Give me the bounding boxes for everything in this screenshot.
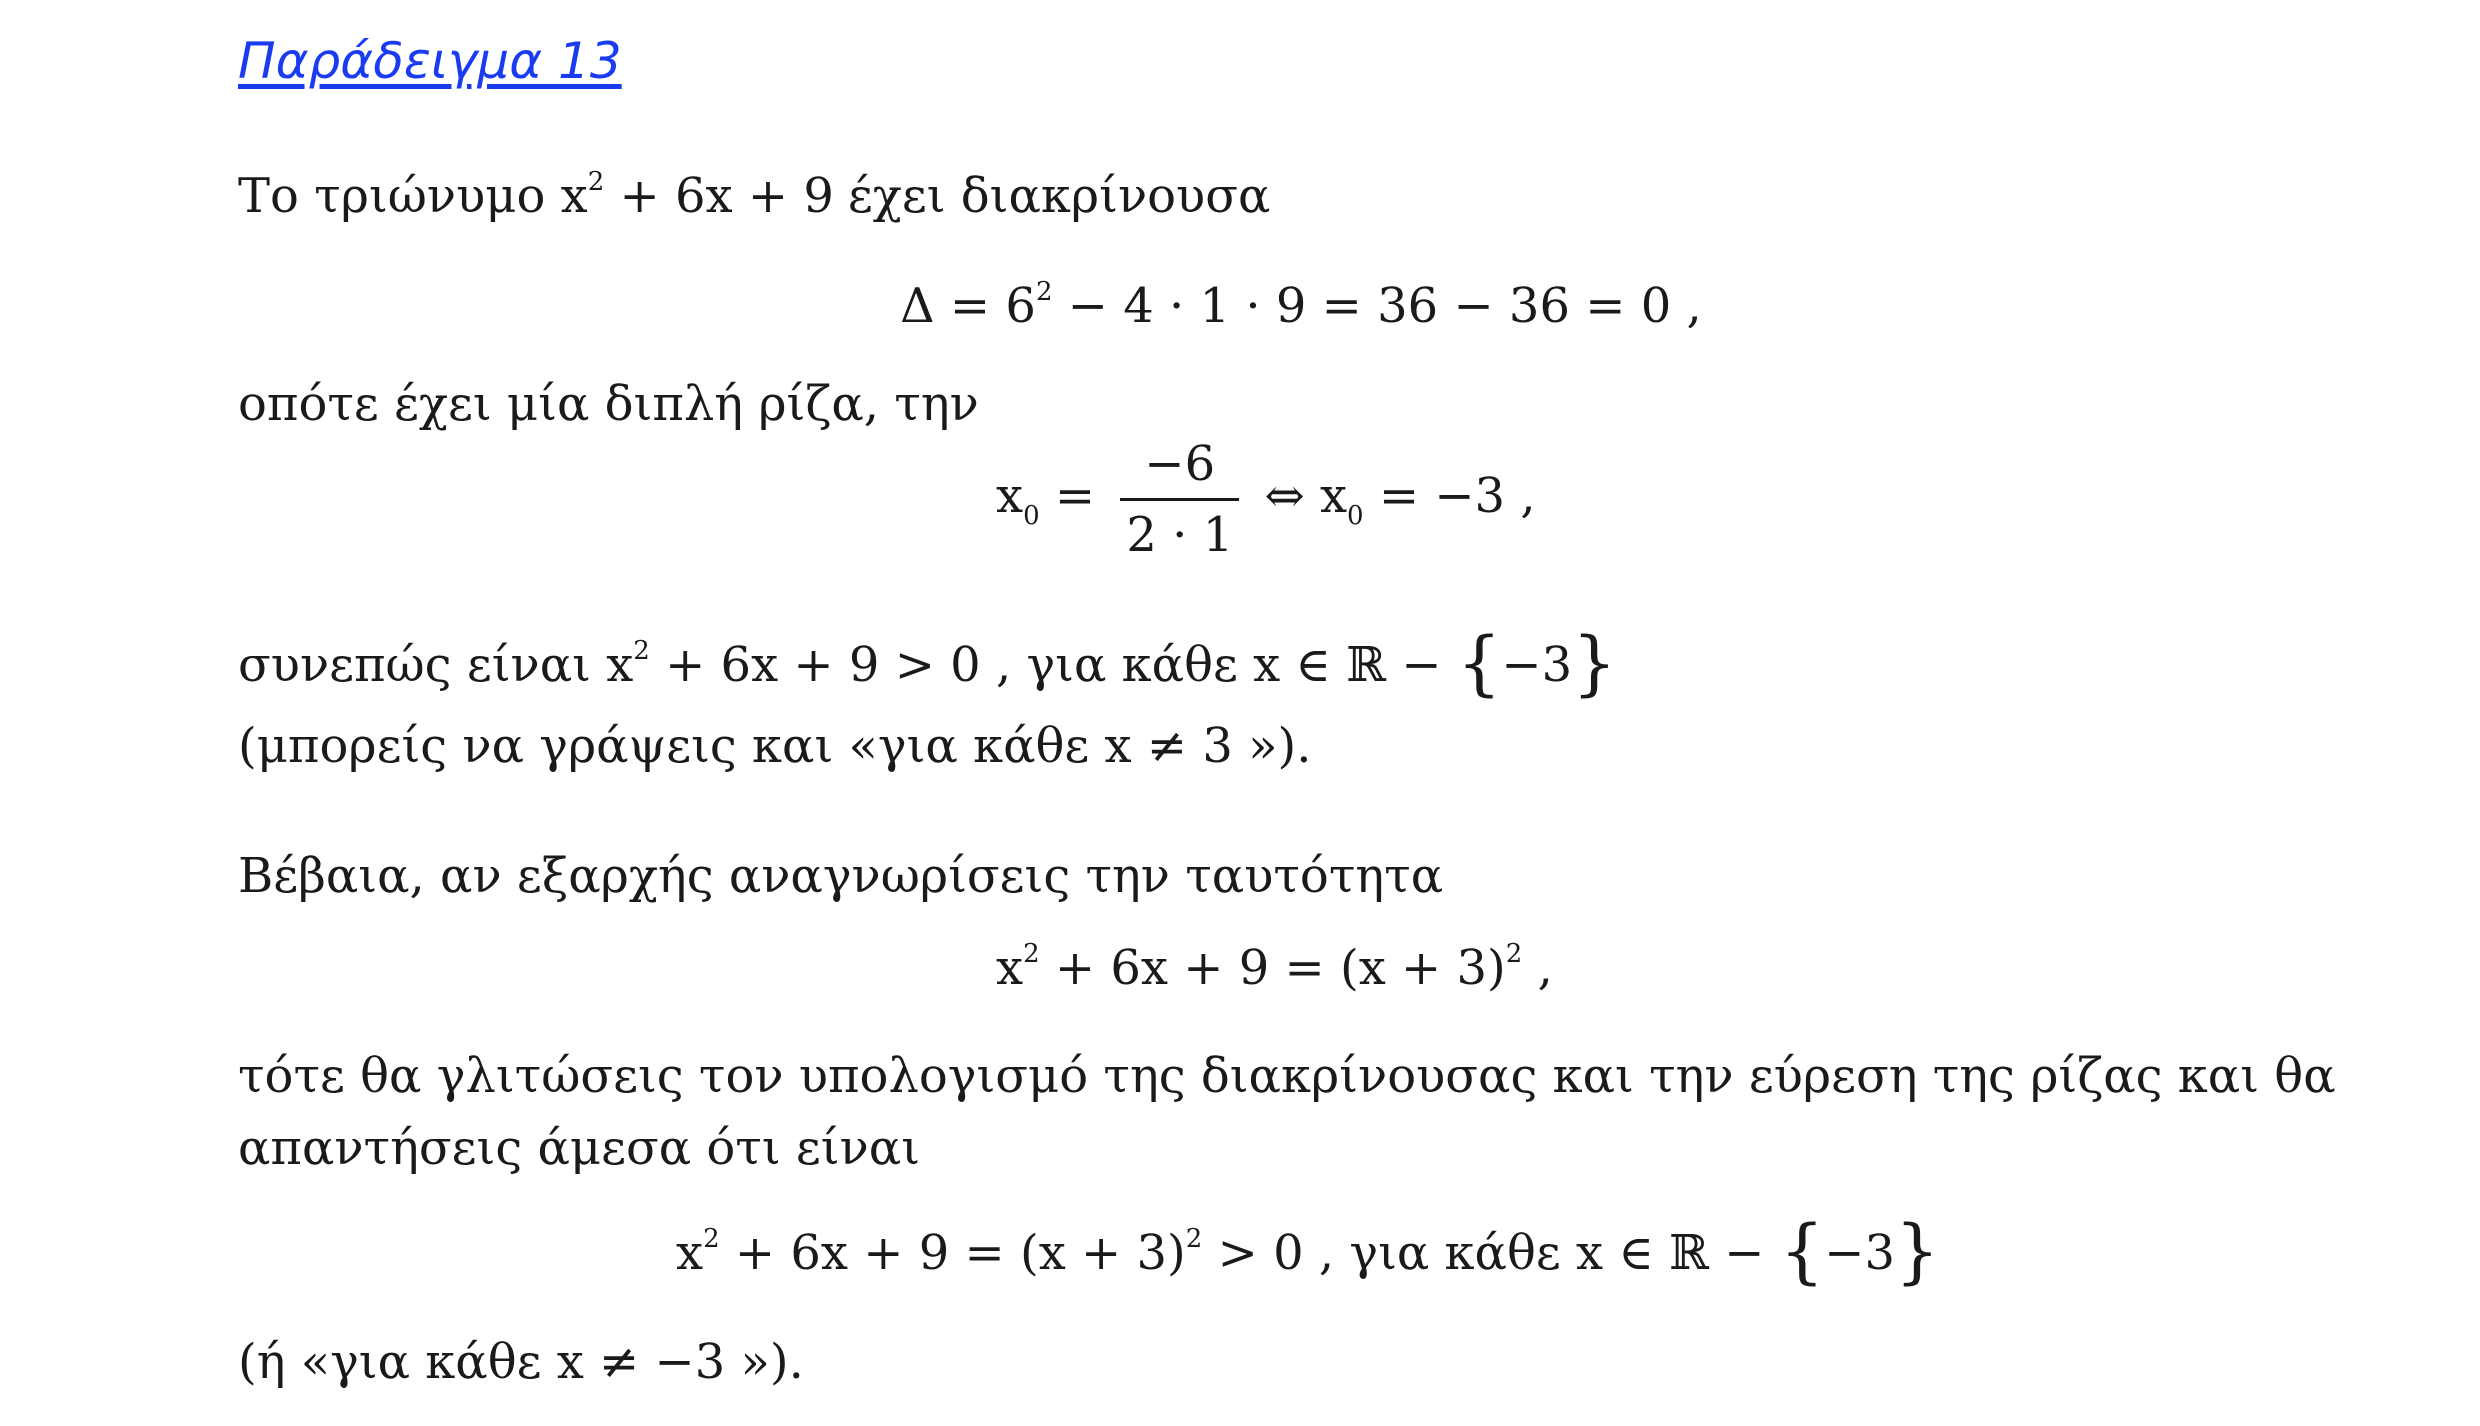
math-var: x (996, 468, 1024, 524)
math-expr: ⇔ x (1264, 468, 1348, 524)
math-expr: −3 (1824, 1225, 1896, 1281)
math-expr: Δ = 6 (900, 278, 1036, 334)
math-subscript: 0 (1347, 501, 1364, 531)
fraction-denominator: 2 · 1 (1126, 507, 1234, 563)
math-equals: = (1054, 468, 1096, 524)
text-line-avoid-computation: τότε θα γλιτώσεις τον υπολογισμό της διακρίνουσας και την εύρεση της ρίζας και θα (238, 1048, 2336, 1104)
equation-discriminant (900, 277, 1702, 334)
left-brace: { (1456, 622, 1502, 704)
math-exponent: 2 (1023, 939, 1040, 969)
text-segment: συνεπώς είναι (238, 637, 607, 693)
math-var: x (996, 940, 1024, 996)
text-line-therefore (238, 622, 1617, 704)
text-line-alternative: (μπορείς να γράψεις και «για κάθε x ≠ 3 »). (238, 718, 1312, 774)
math-exponent: 2 (1505, 939, 1523, 969)
math-expr: > 0 , για κάθε x ∈ ℝ − (1202, 1225, 1780, 1281)
math-var: x (676, 1225, 704, 1281)
math-subscript: 0 (1023, 501, 1040, 531)
text-line-identity-intro: Βέβαια, αν εξαρχής αναγνωρίσεις την ταυτότητα (238, 848, 1444, 904)
math-var: x (560, 168, 588, 224)
math-exponent: 2 (1035, 277, 1053, 307)
math-expr: + 6x + 9 (604, 168, 834, 224)
math-expr: = −3 , (1363, 468, 1536, 524)
math-expr: + 6x + 9 = (x + 3) (1039, 940, 1506, 996)
example-heading-link[interactable]: Παράδειγμα 13 (238, 32, 622, 90)
math-expr: −3 (1501, 637, 1573, 693)
text-segment: έχει διακρίνουσα (847, 168, 1271, 224)
text-line-answer-intro: απαντήσεις άμεσα ότι είναι (238, 1120, 921, 1176)
math-expr: + 6x + 9 > 0 , για κάθε x ∈ ℝ − (649, 637, 1457, 693)
math-exponent: 2 (703, 1224, 720, 1254)
text-segment: Το τριώνυμο (238, 168, 561, 224)
math-expr: + 6x + 9 = (x + 3) (719, 1225, 1186, 1281)
equation-final (676, 1210, 1940, 1292)
math-exponent: 2 (587, 167, 605, 197)
text-line-or-alternative: (ή «για κάθε x ≠ −3 »). (238, 1334, 804, 1390)
right-brace: } (1572, 622, 1617, 704)
text-line-trinomial (238, 167, 1271, 224)
math-var: x (606, 637, 634, 693)
math-exponent: 2 (633, 636, 650, 666)
left-brace: { (1779, 1210, 1825, 1292)
text-line-double-root: οπότε έχει μία διπλή ρίζα, την (238, 376, 979, 432)
fraction-numerator: −6 (1120, 440, 1239, 501)
math-exponent: 2 (1185, 1224, 1203, 1254)
fraction (1120, 436, 1239, 563)
math-expr: , (1522, 940, 1553, 996)
right-brace: } (1895, 1210, 1940, 1292)
math-expr: − 4 · 1 · 9 = 36 − 36 = 0 , (1052, 278, 1702, 334)
equation-identity (996, 939, 1553, 996)
equation-root (996, 436, 1536, 563)
